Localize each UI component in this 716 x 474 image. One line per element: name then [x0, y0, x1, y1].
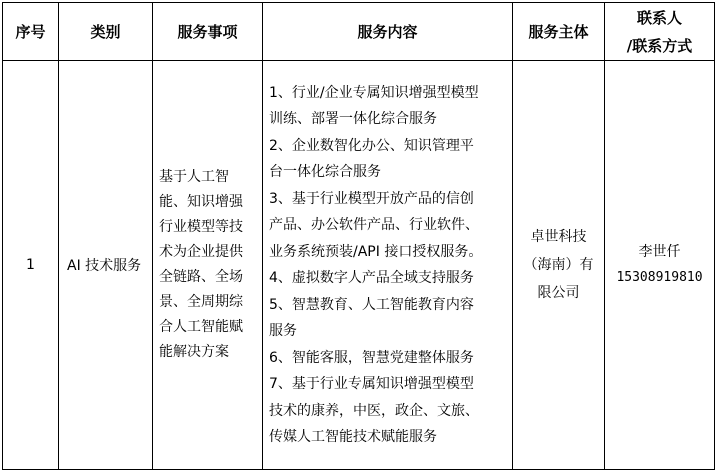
- content-line: 7、基于行业专属知识增强型模型: [269, 376, 474, 392]
- content-line: 1、行业/企业专属知识增强型模型: [269, 84, 479, 101]
- service-table: [2, 2, 715, 470]
- header-content: 服务内容: [263, 3, 513, 61]
- header-contact: [605, 3, 715, 61]
- content-line: 2、企业数智化办公、知识管理平: [269, 137, 474, 154]
- content-line: 3、基于行业模型开放产品的信创: [269, 190, 474, 207]
- header-contact-line2: /联系方式: [626, 36, 693, 55]
- content-line: 传媒人工智能技术赋能服务: [269, 429, 437, 445]
- header-category: 类别: [59, 3, 153, 61]
- content-line: 台一体化综合服务: [269, 164, 381, 180]
- content-line: 训练、部署一体化综合服务: [269, 111, 437, 127]
- cell-entity: 卓世科技（海南）有限公司: [513, 61, 605, 470]
- cell-content: [263, 61, 513, 470]
- header-entity: 服务主体: [513, 3, 605, 61]
- contact-phone: 15308919810: [616, 270, 703, 285]
- header-item: 服务事项: [153, 3, 263, 61]
- header-contact-line1: 联系人: [636, 8, 682, 27]
- header-row: [3, 3, 715, 61]
- header-seq: 序号: [3, 3, 59, 61]
- content-line: 6、智能客服，智慧党建整体服务: [269, 349, 474, 366]
- content-line: 服务: [269, 323, 297, 339]
- cell-seq: 1: [3, 61, 59, 470]
- content-line: 5、智慧教育、人工智能教育内容: [269, 296, 474, 313]
- content-line: 4、虚拟数字人产品全域支持服务: [269, 270, 474, 286]
- table-row: [3, 61, 715, 470]
- contact-name: 李世仟: [638, 244, 681, 260]
- cell-contact: [605, 61, 715, 470]
- cell-item: 基于人工智能、知识增强行业模型等技术为企业提供全链路、全场景、全周期综合人工智能赋能解决方案: [153, 61, 263, 470]
- cell-category: AI 技术服务: [59, 61, 153, 470]
- content-line: 技术的康养，中医，政企、文旅、: [269, 402, 479, 419]
- content-line: 业务系统预装/API 接口授权服务。: [269, 243, 483, 260]
- content-line: 产品、办公软件产品、行业软件、: [269, 217, 479, 233]
